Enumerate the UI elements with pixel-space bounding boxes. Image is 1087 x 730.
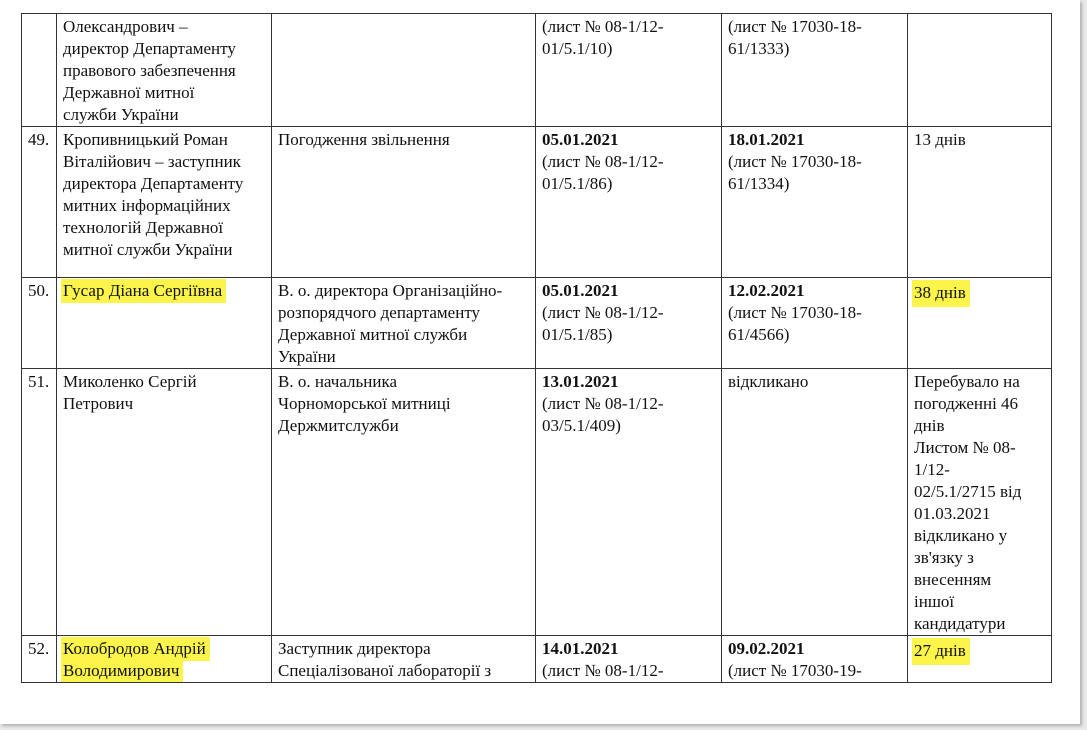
submitted-ref-line: 01/5.1/86) — [542, 174, 613, 193]
person-name-line: Петрович — [63, 394, 134, 413]
submitted-ref-line: 03/5.1/409) — [542, 416, 621, 435]
action-cell — [272, 278, 536, 369]
highlighted-term: 27 днів — [912, 638, 970, 665]
action-line: В. о. директора Організаційно- — [278, 281, 503, 300]
person-name-line: Віталійович – заступник — [63, 152, 241, 171]
person-name-line: митних інформаційних — [63, 196, 231, 215]
action-line: Погодження звільнення — [278, 130, 450, 149]
submitted-date: 14.01.2021 — [542, 639, 619, 658]
agreed-ref-line: 61/1334) — [728, 174, 790, 193]
person-name-line: директора Департаменту — [63, 174, 244, 193]
person-name-line: директор Департаменту — [63, 39, 236, 58]
agreed-date: 18.01.2021 — [728, 130, 805, 149]
person-name-line: Миколенко Сергій — [63, 372, 197, 391]
person-name-line: Державної митної — [63, 83, 195, 102]
agreed-status: відкликано — [728, 372, 809, 391]
person-name — [57, 278, 272, 369]
agreed-cell — [722, 127, 908, 278]
submitted-ref-line: 01/5.1/10) — [542, 39, 613, 58]
row-number: 52. — [22, 636, 57, 683]
submitted-cell — [536, 14, 722, 127]
action-cell — [272, 127, 536, 278]
highlighted-term: 38 днів — [912, 280, 970, 307]
approvals-table — [21, 13, 1052, 683]
submitted-date: 05.01.2021 — [542, 281, 619, 300]
submitted-ref-line: (лист № 08-1/12- — [542, 152, 664, 171]
action-line: Заступник директора — [278, 639, 431, 658]
agreed-cell — [722, 14, 908, 127]
agreed-ref-line: (лист № 17030-19- — [728, 661, 862, 680]
term-line: 02/5.1/2715 від — [914, 482, 1022, 501]
action-line: В. о. начальника — [278, 372, 398, 391]
agreed-cell — [722, 636, 908, 683]
term-line: кандидатури — [914, 614, 1006, 633]
table-row — [22, 278, 1052, 369]
term-line: Листом № 08- — [914, 438, 1016, 457]
person-name-line: Кропивницький Роман — [63, 130, 228, 149]
person-name — [57, 636, 272, 683]
term-cell — [908, 369, 1052, 636]
term-line: іншої — [914, 592, 955, 611]
person-name-line: служби України — [63, 105, 179, 124]
term-cell — [908, 278, 1052, 369]
action-cell — [272, 636, 536, 683]
action-line: Чорноморської митниці — [278, 394, 451, 413]
submitted-cell — [536, 278, 722, 369]
action-line: Державної митної служби — [278, 325, 468, 344]
term-cell — [908, 14, 1052, 127]
term-line: 1/12- — [914, 460, 950, 479]
term-cell — [908, 127, 1052, 278]
agreed-date: 09.02.2021 — [728, 639, 805, 658]
submitted-ref-line: (лист № 08-1/12- — [542, 303, 664, 322]
person-name — [57, 14, 272, 127]
row-number: 51. — [22, 369, 57, 636]
submitted-date: 05.01.2021 — [542, 130, 619, 149]
agreed-cell — [722, 278, 908, 369]
action-line: розпорядчого департаменту — [278, 303, 481, 322]
highlighted-name: Володимирович — [61, 659, 183, 683]
agreed-ref-line: (лист № 17030-18- — [728, 152, 862, 171]
action-line: Спеціалізованої лабораторії з — [278, 661, 492, 680]
submitted-date: 13.01.2021 — [542, 372, 619, 391]
term-line: погодженні 46 — [914, 394, 1019, 413]
agreed-ref-line: 61/1333) — [728, 39, 790, 58]
person-name-line: технологій Державної — [63, 218, 224, 237]
agreed-ref-line: 61/4566) — [728, 325, 790, 344]
agreed-ref-line: (лист № 17030-18- — [728, 303, 862, 322]
highlighted-name: Колобродов Андрій — [61, 637, 210, 661]
action-cell — [272, 369, 536, 636]
person-name-line: Олександрович – — [63, 17, 188, 36]
term-line: Перебувало на — [914, 372, 1020, 391]
agreed-cell — [722, 369, 908, 636]
submitted-cell — [536, 127, 722, 278]
table-row — [22, 636, 1052, 683]
term-line: внесенням — [914, 570, 992, 589]
term-line: 13 днів — [914, 130, 966, 149]
agreed-date: 12.02.2021 — [728, 281, 805, 300]
action-line: України — [278, 347, 336, 366]
term-line: зв'язку з — [914, 548, 974, 567]
submitted-cell — [536, 369, 722, 636]
submitted-cell — [536, 636, 722, 683]
row-number: 49. — [22, 127, 57, 278]
table-row — [22, 14, 1052, 127]
person-name — [57, 369, 272, 636]
action-line: Держмитслужби — [278, 416, 399, 435]
term-line: відкликано у — [914, 526, 1008, 545]
agreed-ref-line: (лист № 17030-18- — [728, 17, 862, 36]
term-line: 01.03.2021 — [914, 504, 991, 523]
highlighted-name: Гусар Діана Сергіївна — [61, 279, 226, 303]
submitted-ref-line: (лист № 08-1/12- — [542, 17, 664, 36]
person-name-line: митної служби України — [63, 240, 233, 259]
submitted-ref-line: (лист № 08-1/12- — [542, 394, 664, 413]
submitted-ref-line: (лист № 08-1/12- — [542, 661, 664, 680]
row-number: 50. — [22, 278, 57, 369]
person-name — [57, 127, 272, 278]
term-cell — [908, 636, 1052, 683]
submitted-ref-line: 01/5.1/85) — [542, 325, 613, 344]
table-row — [22, 369, 1052, 636]
term-line: днів — [914, 416, 945, 435]
action-cell — [272, 14, 536, 127]
table-row — [22, 127, 1052, 278]
person-name-line: правового забезпечення — [63, 61, 236, 80]
row-number — [22, 14, 57, 127]
